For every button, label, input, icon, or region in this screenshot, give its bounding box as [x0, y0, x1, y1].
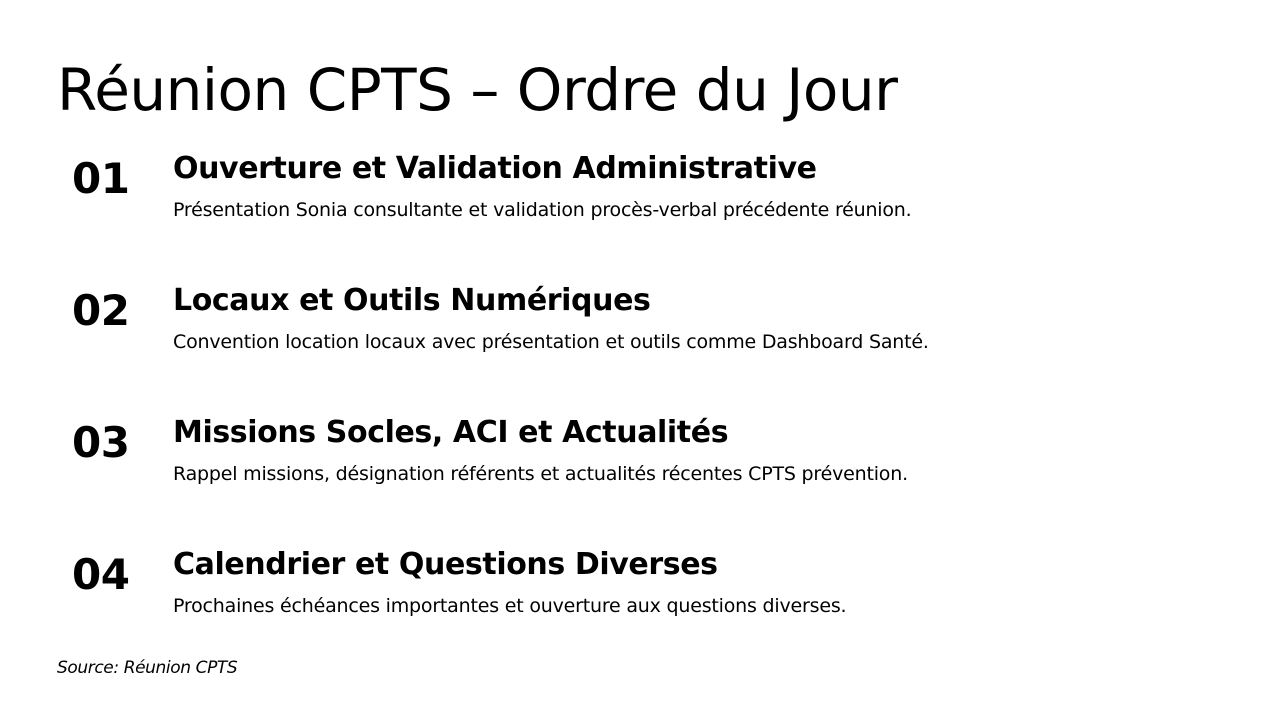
agenda-item-number: 01: [72, 154, 130, 203]
source-note: Source: Réunion CPTS: [57, 658, 238, 678]
agenda-item-heading: Locaux et Outils Numériques: [173, 283, 651, 318]
agenda-item: [0, 147, 1280, 257]
agenda-item-number: 02: [72, 286, 130, 335]
agenda-item-heading: Calendrier et Questions Diverses: [173, 547, 718, 582]
agenda-item-description: Rappel missions, désignation référents et actualités récentes CPTS prévention.: [173, 463, 908, 485]
agenda-item: [0, 279, 1280, 389]
agenda-item-heading: Missions Socles, ACI et Actualités: [173, 415, 729, 450]
agenda-item-description: Présentation Sonia consultante et validation procès-verbal précédente réunion.: [173, 199, 912, 221]
agenda-item: [0, 543, 1280, 653]
agenda-item-description: Prochaines échéances importantes et ouverture aux questions diverses.: [173, 595, 847, 617]
agenda-item-number: 04: [72, 550, 130, 599]
slide-title: Réunion CPTS – Ordre du Jour: [57, 56, 898, 124]
agenda-item-number: 03: [72, 418, 130, 467]
agenda-item: [0, 411, 1280, 521]
agenda-item-description: Convention location locaux avec présentation et outils comme Dashboard Santé.: [173, 331, 929, 353]
agenda-item-heading: Ouverture et Validation Administrative: [173, 151, 817, 186]
